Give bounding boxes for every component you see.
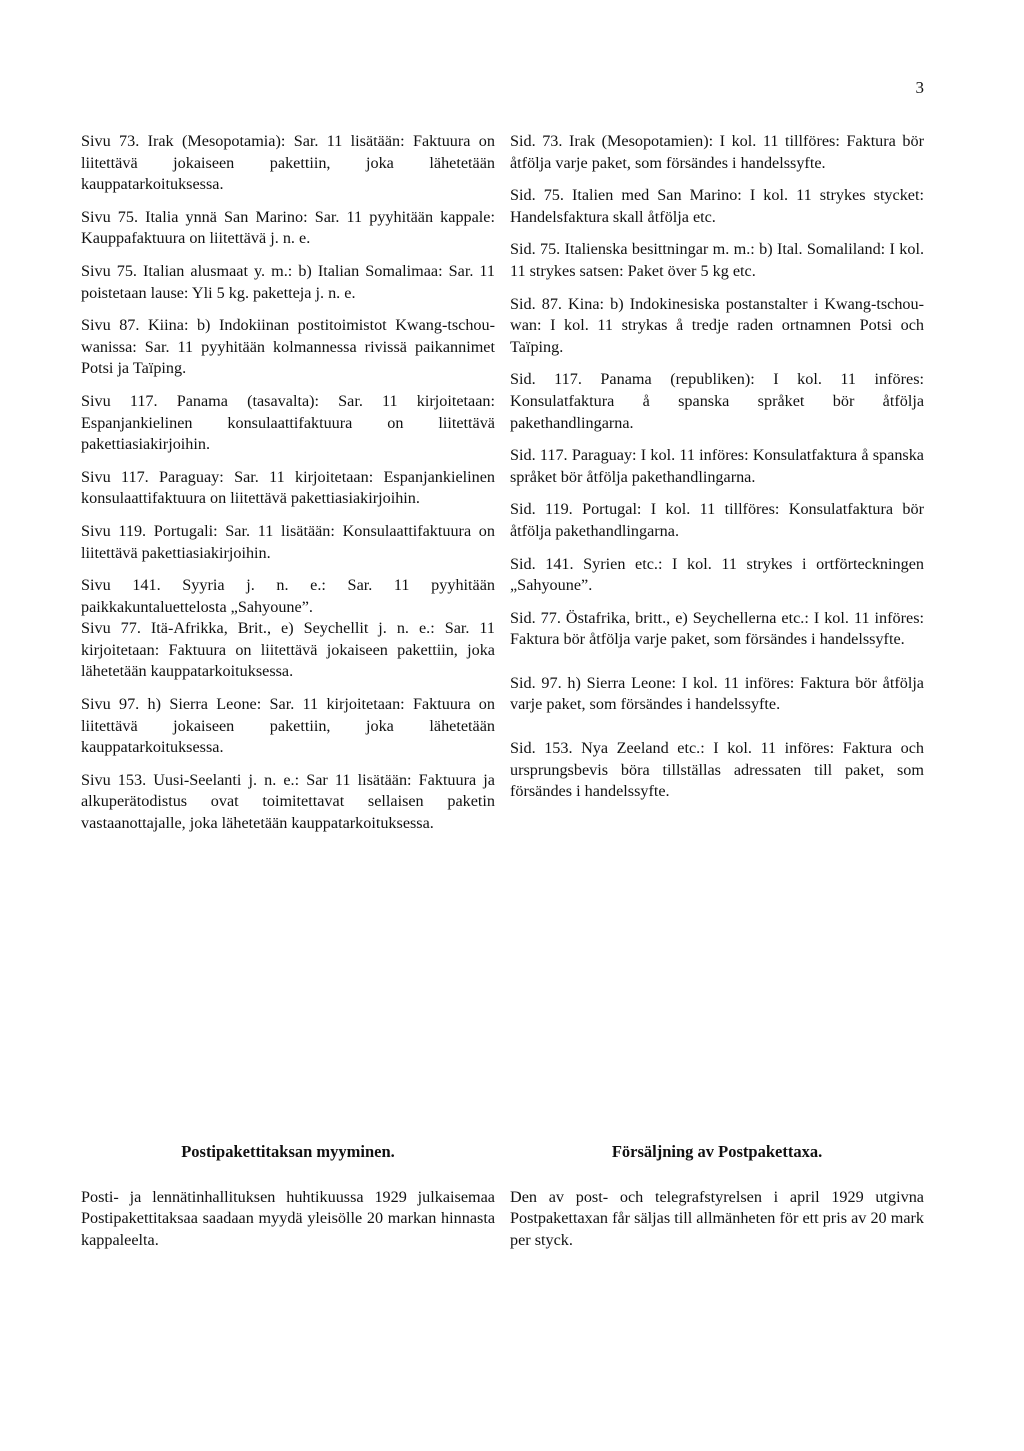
swedish-section-body: Den av post- och telegrafstyrelsen i april 1929 utgivna Postpakettaxan får säljas till allmänheten för ett pris av 20 mark per styck. [510,1187,924,1249]
sv-entry-ostafrika: Sid. 77. Östafrika, britt., e) Seychellerna etc.: I kol. 11 införes: Faktura bör åtfölja varje paket, som försändes i handelssyfte. [510,608,924,649]
fi-entry-panama: Sivu 117. Panama (tasavalta): Sar. 11 kirjoitetaan: Espanjankielinen konsulaattifaktuura on liitettävä pakettiasiakirjoihin. [81,391,495,454]
finnish-section-body: Posti- ja lennätinhallituksen huhtikuussa 1929 julkaisemaa Postipakettitaksaa saadaan myydä yleisölle 20 markan hinnasta kappaleelta. [81,1187,495,1249]
sv-entry-paraguay: Sid. 117. Paraguay: I kol. 11 införes: Konsulatfaktura å spanska språket bör åtfölja pakethandlingarna. [510,446,924,486]
sv-entry-sierra-leone: Sid. 97. h) Sierra Leone: I kol. 11 införes: Faktura bör åtfölja varje paket, som försändes i handelssyfte. [510,673,924,714]
swedish-section-heading: Försäljning av Postpakettaxa. [611,1142,823,1161]
finnish-section [81,1141,495,1251]
sv-entry-italienska-besittningar: Sid. 75. Italienska besittningar m. m.: b) Ital. Somaliland: I kol. 11 strykes satsen: Paket över 5 kg etc. [510,240,924,280]
finnish-column [81,131,495,835]
sv-entry-portugal: Sid. 119. Portugal: I kol. 11 tillföres: Konsulatfaktura bör åtfölja pakethandlingarna. [510,500,924,540]
finnish-section-heading: Postipakettitaksan myyminen. [181,1142,395,1161]
fi-entry-kiina: Sivu 87. Kiina: b) Indokiinan postitoimistot Kwang-tschou-wanissa: Sar. 11 pyyhitään kolmannessa rivissä paikannimet Potsi ja Taïping. [81,316,495,378]
page-number: 3 [915,78,924,97]
sv-entry-kina: Sid. 87. Kina: b) Indokinesiska postanstalter i Kwang-tschou-wan: I kol. 11 strykas å tredje raden ortnamnen Potsi och Taïping. [510,294,924,356]
sv-entry-irak: Sid. 73. Irak (Mesopotamien): I kol. 11 tillföres: Faktura bör åtfölja varje paket, som försändes i handelssyfte. [510,132,924,172]
sv-entry-panama: Sid. 117. Panama (republiken): I kol. 11 införes: Konsulatfaktura å spanska språket bör åtfölja pakethandlingarna. [510,370,924,432]
sv-entry-nya-zeeland: Sid. 153. Nya Zeeland etc.: I kol. 11 införes: Faktura och ursprungsbevis böra tillställas adressaten till paket, som försändes i handelssyfte. [510,739,924,801]
fi-entry-uusi-seelanti: Sivu 153. Uusi-Seelanti j. n. e.: Sar 11 lisätään: Faktuura ja alkuperätodistus ovat toimitettavat sellaisen paketin vastaanottajalle, joka lähetetään kauppatarkoituksessa. [81,770,495,833]
swedish-section [510,1141,924,1251]
swedish-column [510,131,924,803]
sv-entry-syrien: Sid. 141. Syrien etc.: I kol. 11 strykes i ortförteckningen „Sahyoune”. [510,554,924,595]
fi-entry-italian-alusmaat: Sivu 75. Italian alusmaat y. m.: b) Italian Somalimaa: Sar. 11 poistetaan lause: Yli 5 kg. paketteja j. n. e. [81,261,495,302]
fi-entry-irak: Sivu 73. Irak (Mesopotamia): Sar. 11 lisätään: Faktuura on liitettävä jokaiseen pakettiin, joka lähetetään kauppatarkoituksessa. [81,132,495,194]
fi-entry-syyria: Sivu 141. Syyria j. n. e.: Sar. 11 pyyhitään paikkakuntaluettelosta „Sahyoune”. [81,576,495,616]
fi-entry-paraguay: Sivu 117. Paraguay: Sar. 11 kirjoitetaan: Espanjankielinen konsulaattifaktuura on liitettävä pakettiasiakirjoihin. [81,467,495,508]
fi-entry-sierra-leone: Sivu 97. h) Sierra Leone: Sar. 11 kirjoitetaan: Faktuura on liitettävä jokaiseen pakettiin, joka lähetetään kauppatarkoituksessa. [81,695,495,757]
fi-entry-italia: Sivu 75. Italia ynnä San Marino: Sar. 11 pyyhitään kappale: Kauppafaktuura on liitettävä j. n. e. [81,207,495,248]
fi-entry-ita-afrikka: Sivu 77. Itä-Afrikka, Brit., e) Seychellit j. n. e.: Sar. 11 kirjoitetaan: Faktuura on liitettävä jokaiseen pakettiin, joka lähetetään kauppatarkoituksessa. [81,619,495,681]
sv-entry-italien: Sid. 75. Italien med San Marino: I kol. 11 strykes stycket: Handelsfaktura skall åtfölja etc. [510,186,924,226]
fi-entry-portugali: Sivu 119. Portugali: Sar. 11 lisätään: Konsulaattifaktuura on liitettävä pakettiasiakirjoihin. [81,521,495,562]
